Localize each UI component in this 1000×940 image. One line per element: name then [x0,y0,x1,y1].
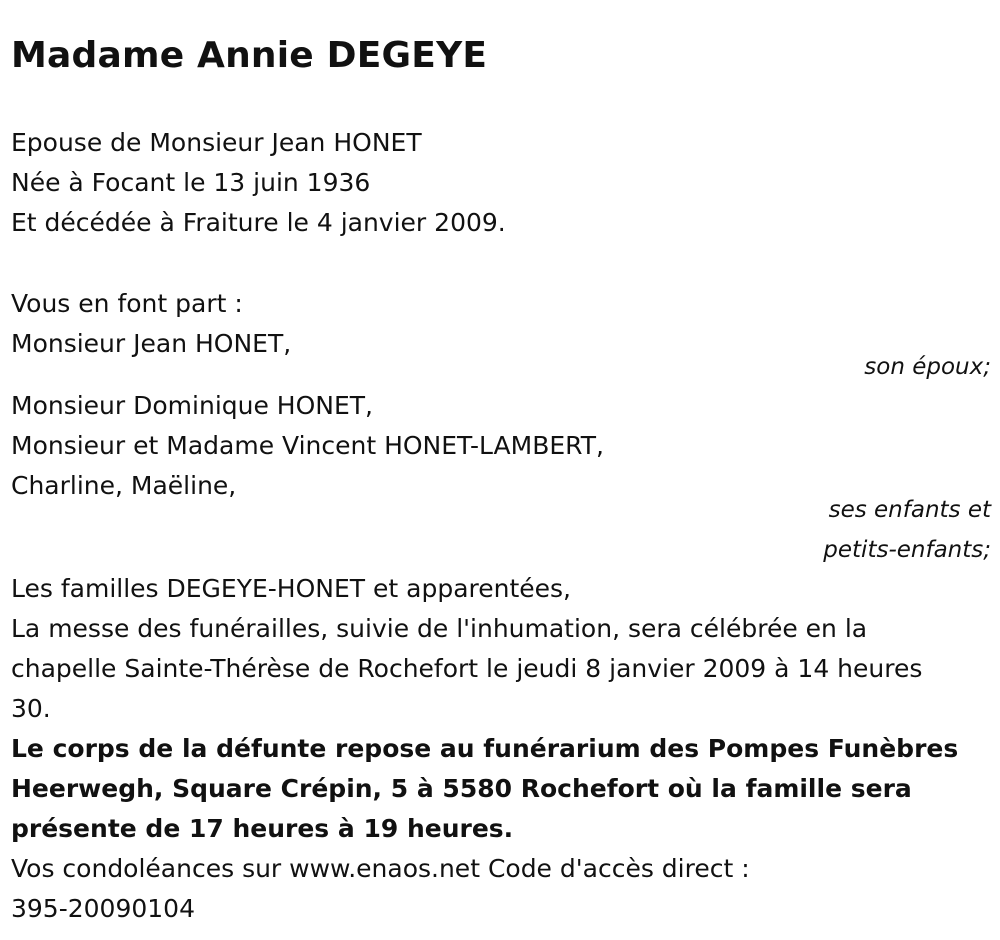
spouse-role: son époux; [864,354,991,380]
spouse-line: Epouse de Monsieur Jean HONET [11,128,422,157]
viewing-line-2: Heerwegh, Square Crépin, 5 à 5580 Rochefort où la famille sera [11,774,912,803]
child-line: Monsieur Dominique HONET, [11,391,373,420]
announcement-heading: Vous en font part : [11,289,243,318]
families-line: Les familles DEGEYE-HONET et apparentées, [11,574,571,603]
funeral-line-2: chapelle Sainte-Thérèse de Rochefort le jeudi 8 janvier 2009 à 14 heures [11,654,923,683]
child-line: Monsieur et Madame Vincent HONET-LAMBERT, [11,431,604,460]
birth-line: Née à Focant le 13 juin 1936 [11,168,371,197]
viewing-line-1: Le corps de la défunte repose au funérarium des Pompes Funèbres [11,734,959,763]
funeral-line-3: 30. [11,694,51,723]
death-line: Et décédée à Fraiture le 4 janvier 2009. [11,208,506,237]
condolences-line: Vos condoléances sur www.enaos.net Code d'accès direct : [11,854,750,883]
deceased-name-title: Madame Annie DEGEYE [11,35,488,76]
viewing-line-3: présente de 17 heures à 19 heures. [11,814,514,843]
spouse-name: Monsieur Jean HONET, [11,329,292,358]
funeral-line-1: La messe des funérailles, suivie de l'inhumation, sera célébrée en la [11,614,868,643]
children-role-line1: ses enfants et [828,497,991,523]
grandchildren-line: Charline, Maëline, [11,471,237,500]
access-code: 395-20090104 [11,894,195,923]
children-role-line2: petits-enfants; [823,537,991,563]
